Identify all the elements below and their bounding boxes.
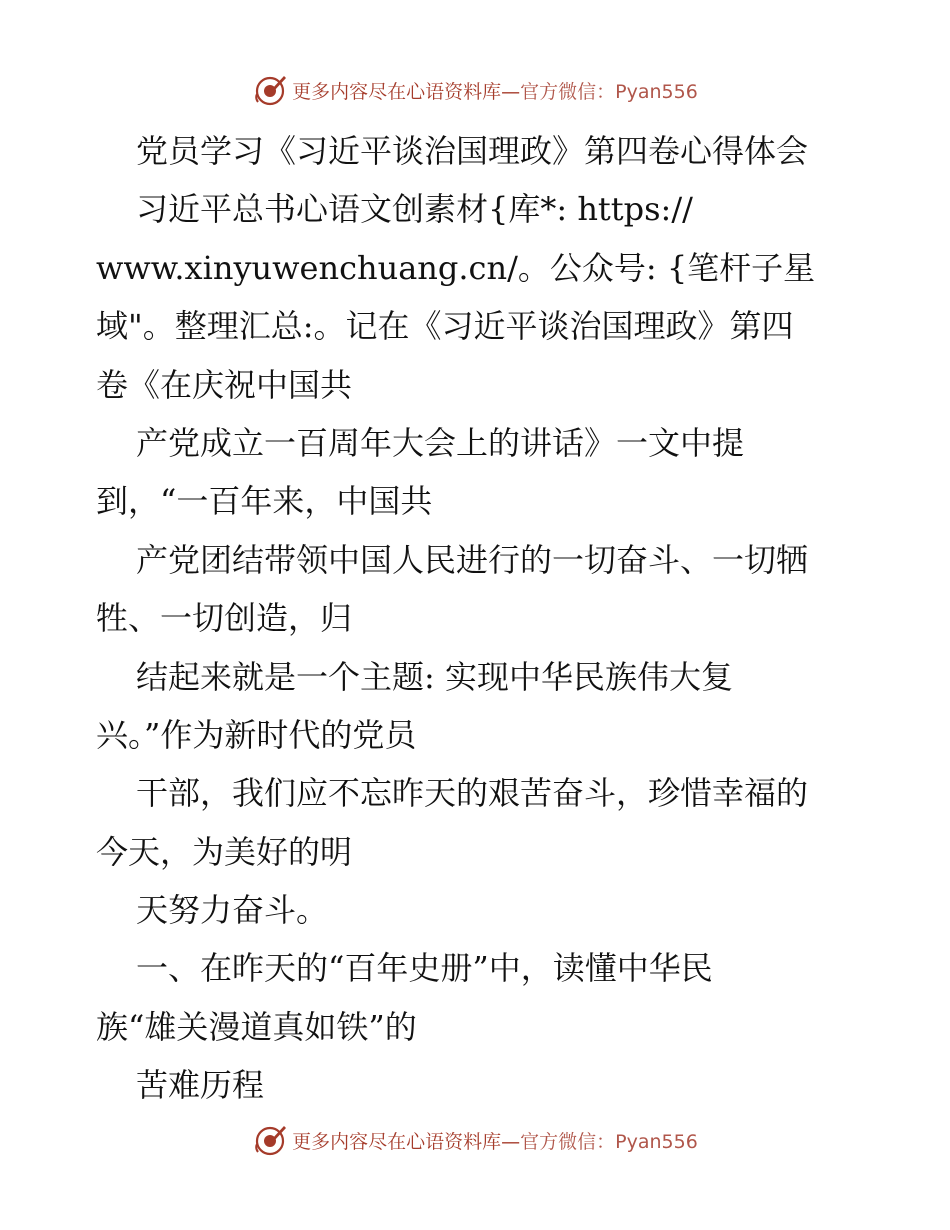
footer-banner-text	[292, 1127, 698, 1154]
header-banner-wechat: 官方微信：Pyan556	[520, 80, 698, 103]
document-title: 党员学习《习近平谈治国理政》第四卷心得体会	[136, 132, 809, 170]
pen-logo-icon	[252, 1122, 288, 1158]
paragraph-line: 产党团结带领中国人民进行的一切奋斗、一切牺	[136, 540, 809, 579]
footer-banner-wechat: 官方微信：Pyan556	[520, 1130, 698, 1153]
footer-banner-separator: —	[501, 1130, 521, 1153]
paragraph-line: 牲、一切创造，归	[96, 599, 353, 638]
document-body	[96, 122, 856, 1115]
header-banner-separator: —	[501, 80, 521, 103]
paragraph-line: 卷《在庆祝中国共	[96, 365, 353, 404]
footer-watermark-banner	[0, 1120, 950, 1160]
paragraph-line: 兴。”作为新时代的党员	[96, 715, 417, 754]
paragraph-line: 域"。整理汇总:。记在《习近平谈治国理政》第四	[96, 307, 794, 346]
paragraph-line: 今天，为美好的明	[96, 832, 353, 871]
paragraph-line: 到，“一百年来，中国共	[96, 482, 433, 521]
header-banner-title: 更多内容尽在心语资料库	[292, 80, 502, 103]
footer-banner-title: 更多内容尽在心语资料库	[292, 1130, 502, 1153]
header-banner-text	[292, 77, 698, 104]
header-watermark-banner	[0, 70, 950, 110]
paragraph-line: 天努力奋斗。	[136, 891, 329, 930]
paragraph-line: 结起来就是一个主题: 实现中华民族伟大复	[136, 657, 733, 696]
section-heading-line: 族“雄关漫道真如铁”的	[96, 1007, 417, 1046]
section-heading-line: 苦难历程	[136, 1066, 265, 1105]
section-heading-line: 一、在昨天的“百年史册”中，读懂中华民	[136, 949, 713, 988]
paragraph-line: 产党成立一百周年大会上的讲话》一文中提	[136, 423, 745, 462]
pen-logo-icon	[252, 72, 288, 108]
paragraph-line: www.xinyuwenchuang.cn/。公众号: {笔杆子星	[96, 248, 816, 287]
paragraph-line: 习近平总书心语文创素材{库*: https://	[136, 190, 693, 229]
paragraph-line: 干部，我们应不忘昨天的艰苦奋斗，珍惜幸福的	[136, 774, 809, 813]
